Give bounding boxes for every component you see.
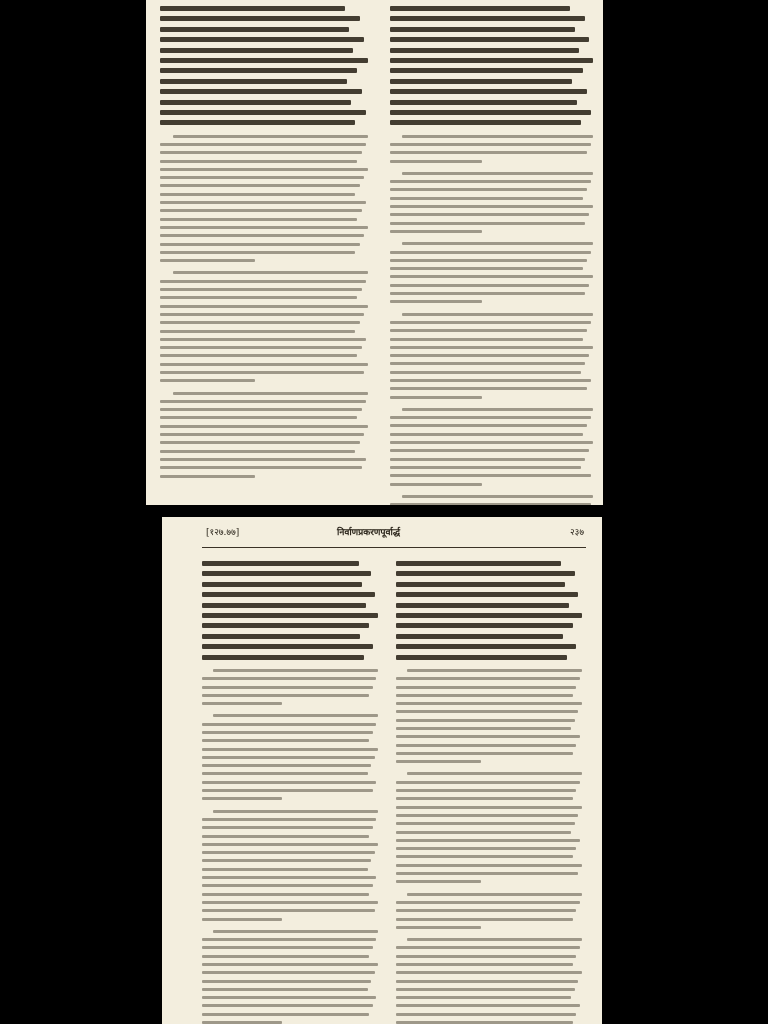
commentary-line xyxy=(202,876,376,879)
lower-book-page xyxy=(162,517,602,1024)
commentary-line xyxy=(160,313,364,316)
commentary-line xyxy=(402,135,593,138)
commentary-line xyxy=(213,810,379,813)
commentary-line xyxy=(390,251,591,254)
commentary-line xyxy=(396,710,578,713)
page-header xyxy=(162,525,602,539)
commentary-line xyxy=(160,143,366,146)
commentary-line xyxy=(202,946,373,949)
verse-line xyxy=(390,68,583,73)
commentary-line xyxy=(202,756,375,759)
commentary-line xyxy=(396,831,571,834)
verse-line xyxy=(396,623,573,628)
verse-line xyxy=(390,16,585,21)
commentary-line xyxy=(390,230,482,233)
commentary-line xyxy=(390,354,589,357)
verse-line xyxy=(160,27,349,32)
commentary-line xyxy=(160,296,357,299)
verse-line xyxy=(202,644,373,649)
verse-line xyxy=(396,634,563,639)
commentary-line xyxy=(396,864,582,867)
commentary-line xyxy=(390,371,581,374)
commentary-line xyxy=(160,425,368,428)
commentary-line xyxy=(396,1004,580,1007)
commentary-line xyxy=(160,160,357,163)
commentary-line xyxy=(160,338,366,341)
commentary-line xyxy=(160,305,368,308)
verse-line xyxy=(160,37,364,42)
commentary-line xyxy=(202,764,371,767)
commentary-line xyxy=(396,996,571,999)
verse-line xyxy=(202,561,359,566)
commentary-line xyxy=(390,396,482,399)
commentary-line xyxy=(402,313,593,316)
commentary-line xyxy=(160,408,362,411)
commentary-line xyxy=(202,677,376,680)
commentary-line xyxy=(160,363,368,366)
commentary-line xyxy=(402,495,593,498)
commentary-line xyxy=(390,188,587,191)
commentary-line xyxy=(390,466,581,469)
commentary-line xyxy=(396,980,578,983)
page-reference: [१२७.७७] xyxy=(206,528,240,538)
commentary-line xyxy=(160,450,355,453)
commentary-line xyxy=(160,400,366,403)
commentary-line xyxy=(202,909,375,912)
commentary-line xyxy=(160,209,362,212)
commentary-line xyxy=(396,744,576,747)
commentary-line xyxy=(202,818,376,821)
commentary-line xyxy=(160,226,368,229)
commentary-line xyxy=(202,702,282,705)
commentary-line xyxy=(202,868,368,871)
verse-line xyxy=(202,634,360,639)
verse-line xyxy=(390,120,581,125)
commentary-line xyxy=(396,926,481,929)
commentary-line xyxy=(390,433,583,436)
commentary-line xyxy=(160,184,360,187)
commentary-line xyxy=(396,988,575,991)
commentary-line xyxy=(202,938,376,941)
commentary-line xyxy=(396,735,580,738)
commentary-line xyxy=(390,205,593,208)
commentary-line xyxy=(173,135,368,138)
commentary-line xyxy=(160,288,362,291)
commentary-line xyxy=(396,702,582,705)
verse-line xyxy=(160,110,366,115)
verse-line xyxy=(160,100,351,105)
commentary-line xyxy=(160,151,362,154)
commentary-line xyxy=(396,946,580,949)
commentary-line xyxy=(213,669,379,672)
commentary-line xyxy=(160,280,366,283)
commentary-line xyxy=(202,843,378,846)
commentary-line xyxy=(160,193,355,196)
commentary-line xyxy=(396,1013,576,1016)
commentary-line xyxy=(407,772,582,775)
verse-line xyxy=(202,655,364,660)
commentary-line xyxy=(396,806,582,809)
verse-line xyxy=(396,644,576,649)
verse-line xyxy=(160,6,345,11)
commentary-line xyxy=(390,143,591,146)
commentary-line xyxy=(390,458,585,461)
commentary-line xyxy=(160,458,366,461)
commentary-line xyxy=(407,669,582,672)
commentary-line xyxy=(160,234,364,237)
verse-line xyxy=(202,571,371,576)
commentary-line xyxy=(160,176,364,179)
commentary-line xyxy=(160,201,366,204)
header-rule xyxy=(202,547,586,548)
commentary-line xyxy=(160,330,355,333)
commentary-line xyxy=(390,329,587,332)
commentary-line xyxy=(390,259,587,262)
commentary-line xyxy=(390,151,587,154)
commentary-line xyxy=(160,441,360,444)
commentary-line xyxy=(407,938,582,941)
commentary-line xyxy=(396,814,578,817)
upper-book-page xyxy=(146,0,603,505)
verse-line xyxy=(390,110,591,115)
commentary-line xyxy=(160,354,357,357)
verse-line xyxy=(160,58,368,63)
commentary-line xyxy=(390,483,482,486)
verse-line xyxy=(202,603,366,608)
verse-line xyxy=(396,582,565,587)
commentary-line xyxy=(202,1004,373,1007)
verse-line xyxy=(202,613,378,618)
verse-line xyxy=(396,613,582,618)
commentary-line xyxy=(390,379,591,382)
commentary-line xyxy=(396,677,580,680)
commentary-line xyxy=(160,243,360,246)
commentary-line xyxy=(390,424,587,427)
commentary-line xyxy=(390,362,585,365)
verse-line xyxy=(390,27,575,32)
commentary-line xyxy=(396,760,481,763)
commentary-line xyxy=(396,909,576,912)
commentary-line xyxy=(402,172,593,175)
commentary-line xyxy=(202,835,369,838)
commentary-line xyxy=(390,449,589,452)
commentary-line xyxy=(390,321,591,324)
commentary-line xyxy=(160,379,255,382)
commentary-line xyxy=(202,884,373,887)
commentary-line xyxy=(202,797,282,800)
commentary-line xyxy=(390,160,482,163)
commentary-line xyxy=(202,694,369,697)
verse-line xyxy=(390,6,570,11)
commentary-line xyxy=(160,416,357,419)
commentary-line xyxy=(396,822,575,825)
verse-line xyxy=(202,582,362,587)
commentary-line xyxy=(390,292,585,295)
commentary-line xyxy=(160,466,362,469)
verse-line xyxy=(202,623,369,628)
commentary-line xyxy=(202,686,373,689)
commentary-line xyxy=(390,180,591,183)
commentary-line xyxy=(160,321,360,324)
verse-line xyxy=(390,100,577,105)
commentary-line xyxy=(390,300,482,303)
verse-line xyxy=(160,120,355,125)
commentary-line xyxy=(396,963,573,966)
commentary-line xyxy=(160,168,368,171)
commentary-line xyxy=(396,797,573,800)
commentary-line xyxy=(390,416,591,419)
commentary-line xyxy=(202,996,376,999)
verse-line xyxy=(160,16,360,21)
commentary-line xyxy=(213,714,379,717)
commentary-line xyxy=(390,222,585,225)
verse-line xyxy=(160,68,357,73)
verse-line xyxy=(160,89,362,94)
commentary-line xyxy=(173,392,368,395)
paragraph-gap xyxy=(160,388,370,392)
commentary-line xyxy=(402,408,593,411)
commentary-line xyxy=(202,893,369,896)
commentary-line xyxy=(390,387,587,390)
commentary-line xyxy=(202,748,378,751)
commentary-line xyxy=(390,197,583,200)
verse-line xyxy=(396,592,578,597)
verse-line xyxy=(202,592,375,597)
commentary-line xyxy=(390,275,593,278)
commentary-line xyxy=(160,346,362,349)
commentary-line xyxy=(202,772,368,775)
commentary-line xyxy=(396,955,576,958)
verse-line xyxy=(160,48,353,53)
commentary-line xyxy=(390,503,591,505)
verse-line xyxy=(396,561,561,566)
commentary-line xyxy=(202,859,371,862)
commentary-line xyxy=(390,474,591,477)
commentary-line xyxy=(396,880,481,883)
verse-line xyxy=(390,48,579,53)
page-running-title: निर्वाणप्रकरणपूर्वार्द्ध xyxy=(337,528,401,538)
commentary-line xyxy=(396,918,573,921)
commentary-line xyxy=(202,955,369,958)
commentary-line xyxy=(390,213,589,216)
commentary-line xyxy=(407,893,582,896)
commentary-line xyxy=(390,441,593,444)
commentary-line xyxy=(396,781,580,784)
commentary-line xyxy=(202,781,376,784)
commentary-line xyxy=(202,988,368,991)
commentary-line xyxy=(202,1013,369,1016)
commentary-line xyxy=(390,338,583,341)
commentary-line xyxy=(202,723,376,726)
commentary-line xyxy=(202,739,369,742)
verse-line xyxy=(390,37,589,42)
commentary-line xyxy=(202,963,378,966)
commentary-line xyxy=(396,872,578,875)
commentary-line xyxy=(202,789,373,792)
commentary-line xyxy=(202,971,375,974)
verse-line xyxy=(160,79,347,84)
commentary-line xyxy=(390,284,589,287)
commentary-line xyxy=(390,267,583,270)
commentary-line xyxy=(396,971,582,974)
commentary-line xyxy=(160,259,255,262)
commentary-line xyxy=(402,242,593,245)
upper-page-right-column xyxy=(390,6,595,505)
commentary-line xyxy=(396,839,580,842)
commentary-line xyxy=(173,271,368,274)
commentary-line xyxy=(160,433,364,436)
verse-line xyxy=(396,655,567,660)
commentary-line xyxy=(160,218,357,221)
commentary-line xyxy=(160,371,364,374)
commentary-line xyxy=(396,686,576,689)
commentary-line xyxy=(202,731,373,734)
commentary-line xyxy=(396,789,576,792)
verse-line xyxy=(390,79,572,84)
commentary-line xyxy=(202,918,282,921)
commentary-line xyxy=(396,719,575,722)
verse-line xyxy=(390,89,587,94)
commentary-line xyxy=(213,930,379,933)
commentary-line xyxy=(390,346,593,349)
commentary-line xyxy=(396,752,573,755)
verse-line xyxy=(396,571,575,576)
commentary-line xyxy=(202,980,371,983)
page-number: २३७ xyxy=(569,528,584,538)
commentary-line xyxy=(396,727,571,730)
commentary-line xyxy=(160,475,255,478)
commentary-line xyxy=(396,901,580,904)
verse-line xyxy=(390,58,593,63)
commentary-line xyxy=(202,901,378,904)
commentary-line xyxy=(202,851,375,854)
commentary-line xyxy=(396,694,573,697)
commentary-line xyxy=(202,826,373,829)
verse-line xyxy=(396,603,569,608)
commentary-line xyxy=(396,847,576,850)
upper-page-left-column xyxy=(160,6,370,483)
commentary-line xyxy=(160,251,355,254)
lower-page-right-column xyxy=(396,561,584,1024)
commentary-line xyxy=(396,855,573,858)
lower-page-left-column xyxy=(202,561,380,1024)
